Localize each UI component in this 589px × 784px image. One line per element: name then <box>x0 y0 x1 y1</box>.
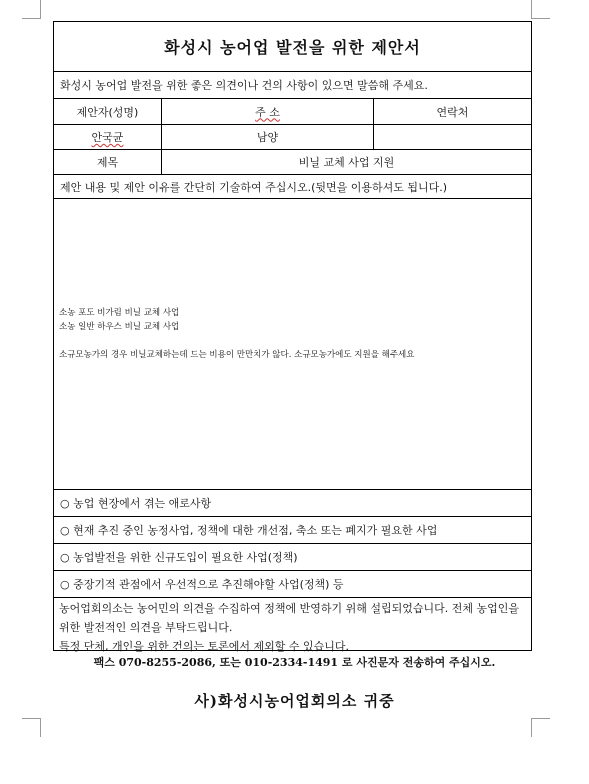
bullet-row-2 <box>54 517 531 544</box>
form-title-cell <box>54 22 531 71</box>
fax-notice: 팩스 070-8255-2086, 또는 010-2334-1491 로 사진문자 전송하여 주십시오. <box>93 656 496 669</box>
closing-line-2: 특정 단체, 개인을 위한 건의는 토론에서 제외할 수 있습니다. <box>59 640 349 653</box>
proposer-value-cell[interactable] <box>54 125 162 149</box>
intro-text: 화성시 농어업 발전을 위한 좋은 의견이나 건의 사항이 있으면 말씀해 주세요. <box>60 79 428 92</box>
content-body <box>59 306 414 362</box>
closing-notice <box>59 599 523 656</box>
bullet-cell-4 <box>54 571 531 597</box>
bullet-4: ○ 중장기적 관점에서 우선적으로 추진해야할 사업(정책) 등 <box>60 578 344 591</box>
subject-label: 제목 <box>96 156 119 169</box>
instruction-row <box>54 175 531 199</box>
contact-header-label: 연락처 <box>436 105 469 119</box>
address-header <box>162 99 374 124</box>
crop-mark-bottom-right <box>531 718 550 737</box>
address-value: 남양 <box>256 131 279 144</box>
content-line-1: 소농 포도 비가림 비닐 교체 사업 <box>59 308 180 318</box>
instruction-text: 제안 내용 및 제안 이유를 간단히 기술하여 주십시오.(뒷면을 이용하셔도 됩니다.) <box>60 180 448 194</box>
title-row <box>54 22 531 72</box>
content-line-2: 소농 일반 하우스 비닐 교체 사업 <box>59 322 180 332</box>
instruction-cell <box>54 175 531 198</box>
proposer-header <box>54 99 162 124</box>
bullet-3: ○ 농업발전을 위한 신규도입이 필요한 사업(정책) <box>60 551 298 564</box>
bullet-row-1 <box>54 490 531 517</box>
content-line-4: 소규모농가의 경우 비닐교체하는데 드는 비용이 만만치가 않다. 소규모농가에도 지원을 해주세요 <box>59 350 415 360</box>
organization-name: 사)화성시농어업회의소 귀중 <box>194 692 395 710</box>
subject-label-cell <box>54 150 162 174</box>
bullet-row-4 <box>54 571 531 598</box>
intro-row <box>54 72 531 99</box>
crop-mark-top-right <box>531 0 550 19</box>
proposal-form <box>53 21 532 651</box>
form-title: 화성시 농어업 발전을 위한 제안서 <box>164 38 421 57</box>
contact-value-cell[interactable] <box>374 125 531 149</box>
crop-mark-top-left <box>22 0 41 19</box>
content-area[interactable] <box>54 199 531 490</box>
content-line-3 <box>59 334 414 348</box>
bullet-cell-3 <box>54 544 531 570</box>
intro-cell <box>54 72 531 98</box>
subject-value: 비닐 교체 사업 지원 <box>298 156 395 169</box>
closing-line-1: 농어업회의소는 농어민의 의견을 수집하여 정책에 반영하기 위해 설립되었습니다. 전체 농업인을 위한 발전적인 의견을 부탁드립니다. <box>59 602 520 634</box>
crop-mark-bottom-left <box>22 718 41 737</box>
value-row <box>54 125 531 150</box>
proposer-value: 안국균 <box>91 131 124 144</box>
bullet-2: ○ 현재 추진 중인 농정사업, 정책에 대한 개선점, 축소 또는 폐지가 필요한 사업 <box>60 524 438 537</box>
subject-value-cell[interactable] <box>162 150 531 174</box>
proposer-header-label: 제안자(성명) <box>76 105 139 119</box>
contact-header <box>374 99 531 124</box>
address-header-label: 주 소 <box>255 105 280 119</box>
address-value-cell[interactable] <box>162 125 374 149</box>
header-row <box>54 99 531 125</box>
bullet-row-3 <box>54 544 531 571</box>
bullet-1: ○ 농업 현장에서 겪는 애로사항 <box>60 497 212 510</box>
bullet-cell-2 <box>54 517 531 543</box>
bullet-cell-1 <box>54 490 531 516</box>
subject-row <box>54 150 531 175</box>
